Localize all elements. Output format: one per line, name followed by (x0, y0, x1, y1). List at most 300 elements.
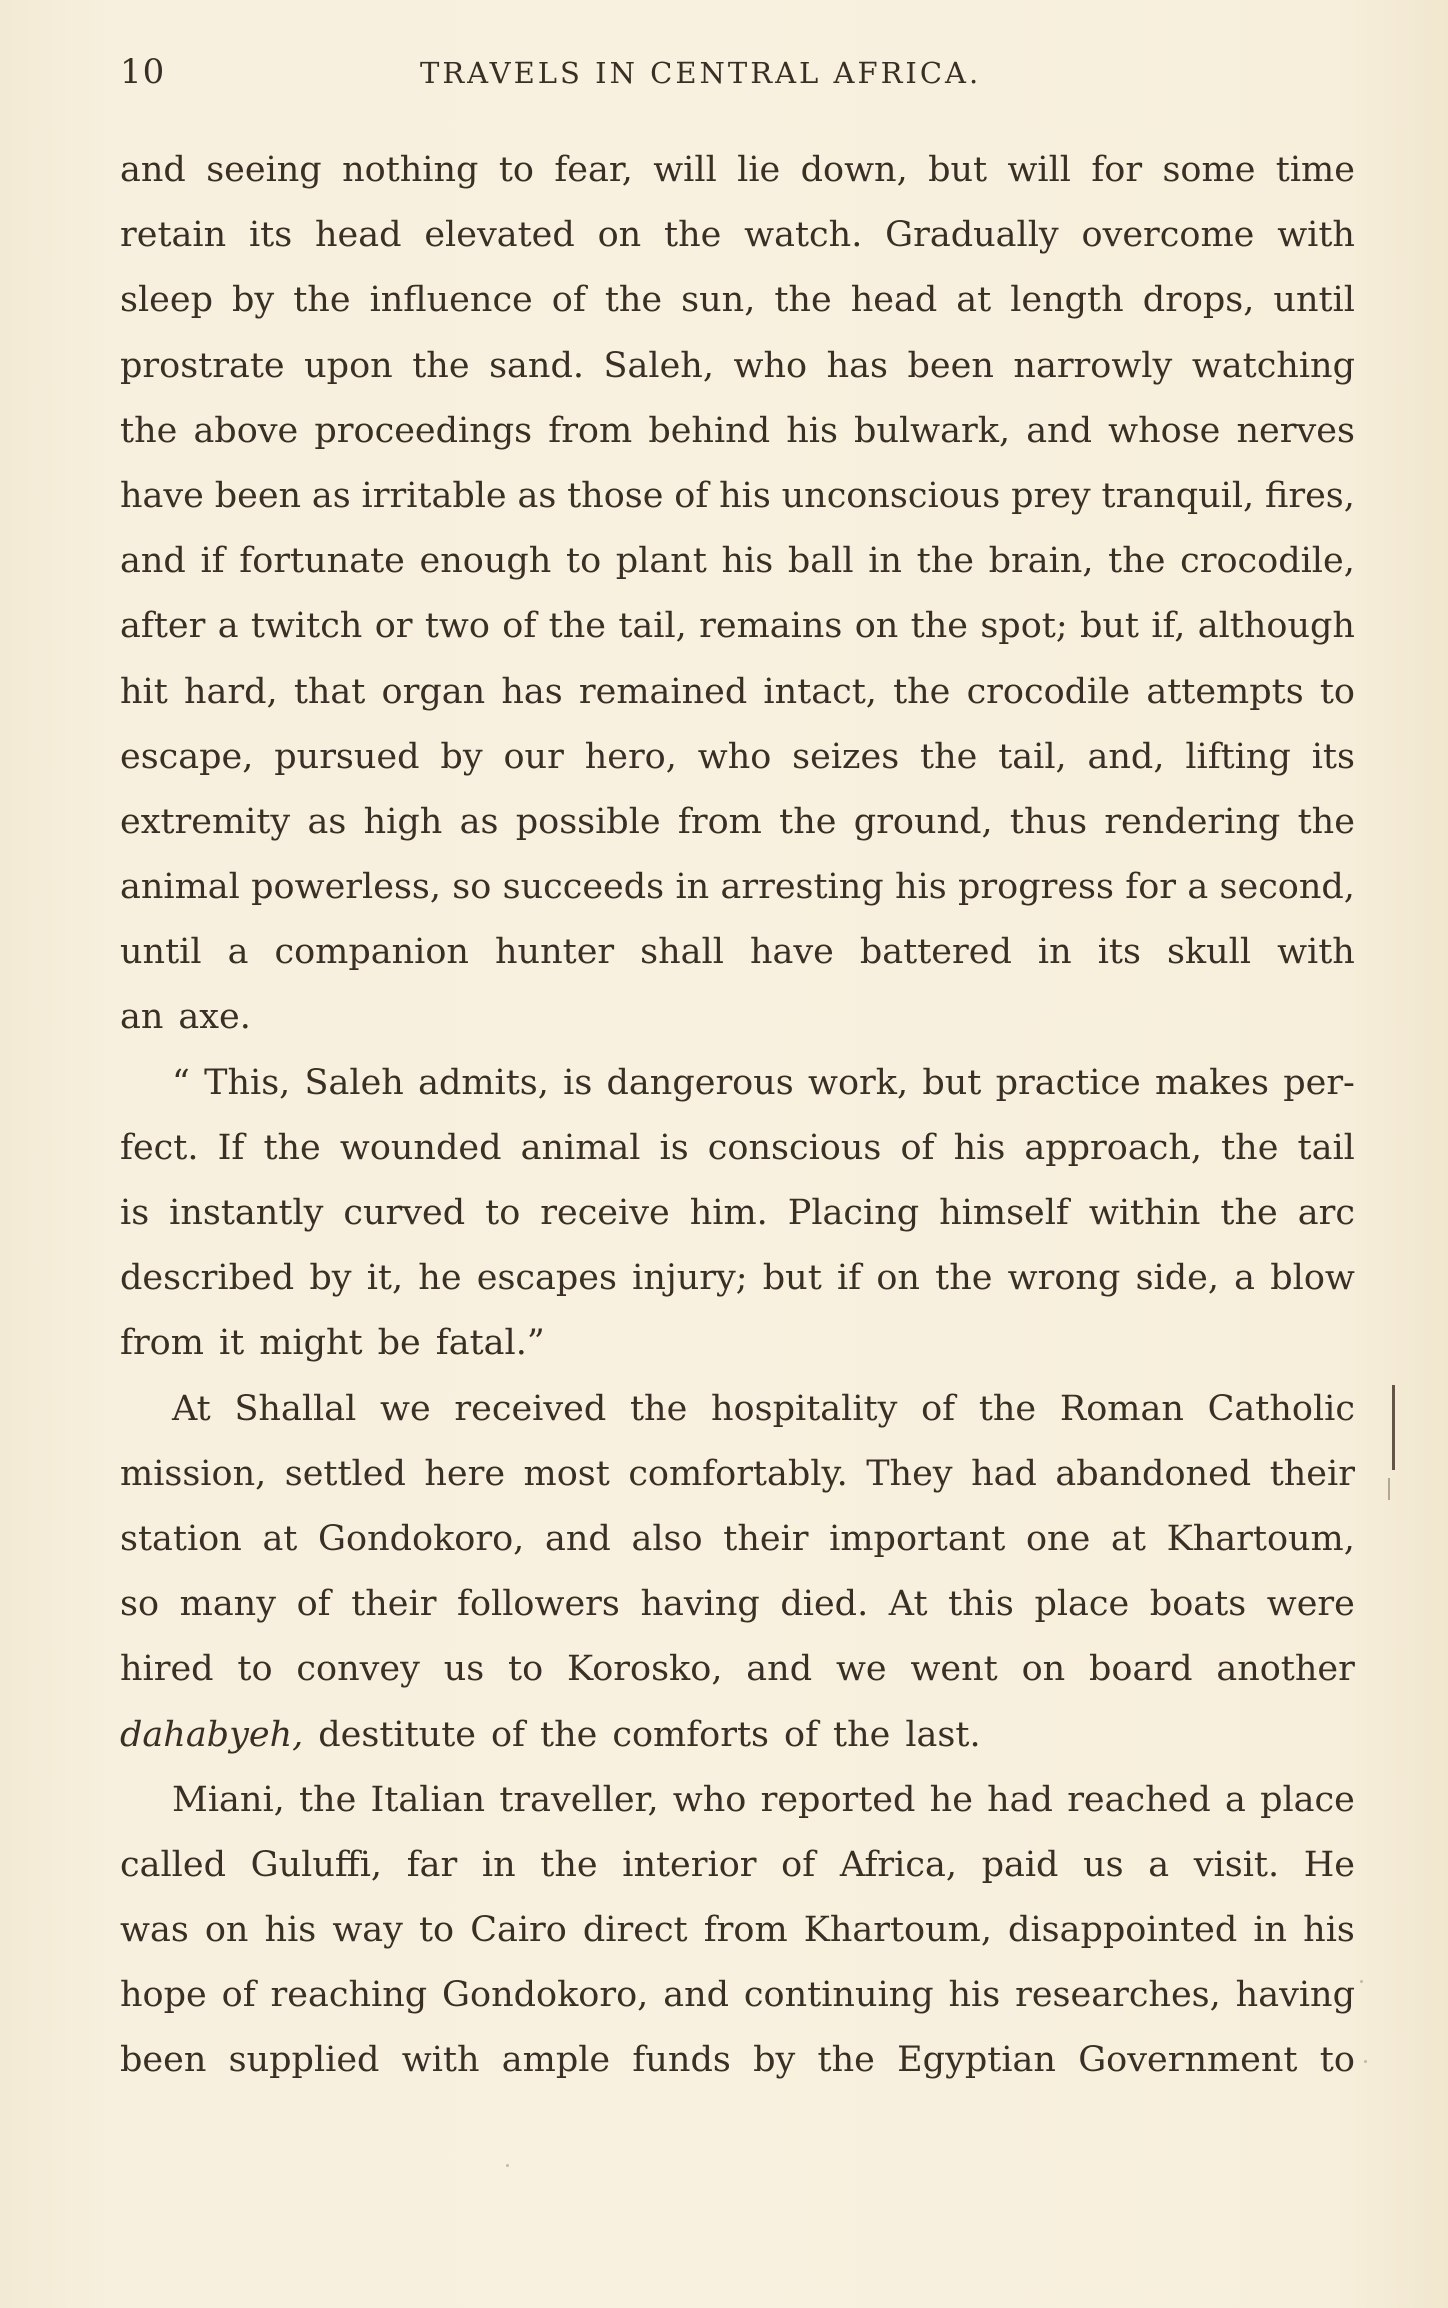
word: abandoned (1055, 1453, 1252, 1494)
word: for (1125, 867, 1177, 908)
word: down, (800, 150, 908, 190)
word: his (895, 867, 947, 908)
word: in (868, 541, 902, 582)
word: to (1319, 671, 1355, 712)
text-line (120, 920, 1355, 985)
word: above (193, 410, 299, 451)
text-line (120, 1116, 1355, 1181)
word: the (293, 280, 351, 321)
word: retain (120, 215, 227, 256)
word: prey (1011, 475, 1091, 516)
word: Gradually (885, 215, 1059, 256)
text-line (120, 529, 1355, 594)
word: hired (120, 1649, 214, 1690)
word: hunter (495, 932, 615, 973)
word: of (674, 475, 709, 516)
word: Gondokoro, (442, 1975, 649, 2016)
word: sand. (489, 345, 584, 386)
word: its (248, 215, 293, 256)
word: visit. (1193, 1844, 1280, 1885)
word: will (1007, 150, 1071, 190)
word: per- (1283, 1062, 1355, 1103)
word: the (298, 1779, 357, 1820)
word: reported (760, 1779, 916, 1820)
word: pursued (274, 736, 420, 777)
running-head: TRAVELS IN CENTRAL AFRICA. (420, 56, 982, 90)
word: it, (366, 1258, 404, 1299)
word: way (332, 1910, 403, 1951)
word: the (664, 215, 722, 256)
word: with (1277, 932, 1355, 973)
word: at (956, 280, 992, 321)
word: possible (515, 801, 661, 842)
word: Saleh, (603, 345, 714, 386)
word: the (540, 1844, 598, 1885)
text-line (120, 1833, 1355, 1898)
word: a (217, 606, 239, 647)
word: its (1097, 932, 1141, 973)
word: tail, (998, 736, 1067, 777)
word: skull (1166, 932, 1252, 973)
word: many (179, 1584, 276, 1625)
text-line (120, 725, 1355, 790)
word: crocodile (966, 671, 1131, 712)
word: fear, (554, 150, 633, 190)
word: enough (419, 541, 552, 582)
word: He (1303, 1844, 1355, 1885)
word: a (1187, 867, 1209, 908)
word: elevated (424, 215, 575, 256)
word: At (172, 1388, 211, 1429)
word: prostrate (120, 345, 285, 386)
word: researches, (1015, 1975, 1221, 2016)
word: If (217, 1127, 245, 1168)
word: who (672, 1779, 747, 1820)
word: drops, (1142, 280, 1255, 321)
word: progress (958, 867, 1114, 908)
word: Catholic (1207, 1388, 1355, 1429)
word: sleep (120, 280, 213, 321)
text-line (120, 464, 1355, 529)
word: having (1235, 1975, 1355, 2016)
word: side, (1135, 1258, 1219, 1299)
word: hospitality (711, 1388, 898, 1429)
page-header (120, 52, 1350, 102)
word: most (523, 1453, 610, 1494)
word: one (1025, 1518, 1091, 1559)
word: Korosko, (567, 1649, 723, 1690)
word: our (503, 736, 564, 777)
word: behind (648, 410, 771, 451)
word: their (1269, 1453, 1355, 1494)
word: Miani, (172, 1779, 285, 1820)
word: have (120, 475, 204, 516)
text-line (120, 1963, 1355, 2028)
word: plant (615, 541, 707, 582)
word: he (418, 1258, 462, 1299)
word: the (1220, 1193, 1278, 1233)
word: called (120, 1844, 226, 1885)
word: by (753, 2040, 796, 2081)
word: Gondokoro, (318, 1518, 525, 1559)
word: the (412, 345, 470, 386)
word: but (1079, 606, 1139, 647)
word: received (454, 1388, 607, 1429)
word: makes (1155, 1062, 1269, 1103)
word: ball (787, 541, 854, 582)
word: approach, (1024, 1127, 1202, 1168)
word: to (508, 1649, 544, 1690)
word: fatal.” (435, 1323, 545, 1364)
word: here (424, 1453, 506, 1494)
text-line (120, 660, 1355, 725)
word: at (262, 1518, 298, 1559)
word: went (910, 1649, 998, 1690)
word: the (1221, 1127, 1279, 1168)
word: Khartoum, (803, 1910, 992, 1951)
word: Cairo (470, 1910, 567, 1951)
word: to (237, 1649, 273, 1690)
text-line (120, 1572, 1355, 1637)
word: at (1110, 1518, 1146, 1559)
text-line (120, 1703, 1355, 1768)
word: shall (640, 932, 724, 973)
word: tranquil, (1101, 475, 1255, 516)
word: until (120, 932, 202, 973)
word: thus (1009, 801, 1088, 842)
word: the (833, 1714, 891, 1755)
word: his (948, 1975, 1001, 2016)
word: been (214, 475, 302, 516)
word: overcome (1081, 215, 1255, 256)
margin-mark-tail (1388, 1478, 1390, 1500)
word: traveller, (499, 1779, 659, 1820)
word: the (604, 280, 663, 321)
word: having (640, 1584, 760, 1625)
word: Guluffi, (250, 1844, 383, 1885)
text-line (120, 399, 1355, 464)
word: if (200, 541, 225, 582)
word: remained (578, 671, 748, 712)
text-line (120, 1637, 1355, 1702)
word: Placing (787, 1193, 920, 1233)
word: has (501, 671, 563, 712)
word: Egyptian (897, 2040, 1056, 2081)
word: and (663, 1975, 730, 2016)
word: in (1037, 932, 1072, 973)
word: the (540, 1714, 598, 1755)
word: powerless, (251, 867, 441, 908)
word: the (774, 280, 832, 321)
word: intact, (763, 671, 877, 712)
text-line (120, 790, 1355, 855)
word: but (762, 1258, 822, 1299)
word: tail, (618, 606, 687, 647)
word: but (928, 150, 988, 190)
word: influence (369, 280, 533, 321)
word: we (835, 1649, 887, 1690)
word: hope (120, 1975, 207, 2016)
word: has (826, 345, 888, 386)
word: watching (1191, 345, 1355, 386)
word: fortunate (239, 541, 405, 582)
word: another (1216, 1649, 1355, 1690)
word: nerves (1236, 410, 1355, 451)
word: ground, (853, 801, 993, 842)
word: sun, (681, 280, 756, 321)
word: last. (905, 1714, 981, 1755)
word: brain, (988, 541, 1094, 582)
paper-speck (1364, 2060, 1367, 2063)
word: spot; (980, 606, 1068, 647)
word: the (1108, 541, 1166, 582)
word: an (120, 997, 164, 1038)
text-line (120, 985, 1355, 1050)
word: on (204, 1910, 249, 1951)
word: upon (304, 345, 393, 386)
word: Roman (1059, 1388, 1184, 1429)
word: as (307, 801, 347, 842)
word: practice (995, 1062, 1141, 1103)
word: if, (1151, 606, 1186, 647)
word: seeing (206, 150, 322, 190)
word: the (978, 1388, 1037, 1429)
word: escapes (476, 1258, 617, 1299)
word: and (746, 1649, 813, 1690)
word: lie (737, 150, 781, 190)
word: been (120, 2040, 207, 2081)
word: extremity (120, 801, 291, 842)
word: it (218, 1323, 245, 1364)
word: so (452, 867, 492, 908)
word: hit (120, 671, 168, 712)
word: of (784, 1714, 819, 1755)
word: we (380, 1388, 431, 1429)
word: on (1021, 1649, 1066, 1690)
word: time (1275, 150, 1355, 190)
margin-mark (1392, 1385, 1395, 1470)
word: him. (689, 1193, 768, 1233)
word: fect. (120, 1127, 199, 1168)
text-line (120, 203, 1355, 268)
word: length (1010, 280, 1124, 321)
word: some (1162, 150, 1256, 190)
text-line (120, 1181, 1355, 1246)
word: mission, (120, 1453, 267, 1494)
word: head (850, 280, 938, 321)
word: twitch (250, 606, 363, 647)
word: died. (780, 1584, 869, 1625)
word: At (888, 1584, 928, 1625)
word: second, (1219, 867, 1355, 908)
word: and (1026, 410, 1093, 451)
word: in (675, 867, 710, 908)
word: Khartoum, (1166, 1518, 1355, 1559)
word: funds (632, 2040, 731, 2081)
word: Shallal (234, 1388, 357, 1429)
text-line (120, 594, 1355, 659)
word: irritable (361, 475, 507, 516)
word: of (551, 280, 586, 321)
word: ample (501, 2040, 611, 2081)
word: to (418, 1910, 455, 1951)
word: seizes (792, 736, 900, 777)
word: the (916, 541, 974, 582)
word: unconscious (781, 475, 1001, 516)
word: watch. (744, 215, 863, 256)
word: bulwark, (854, 410, 1011, 451)
word: or (374, 606, 413, 647)
word: supplied (228, 2040, 380, 2081)
word: of (296, 1584, 331, 1625)
text-line (120, 1898, 1355, 1963)
paper-speck (506, 2164, 509, 2167)
word: arc (1297, 1193, 1355, 1233)
word: to (498, 150, 534, 190)
word: nothing (342, 150, 479, 190)
word: a (1148, 1844, 1170, 1885)
word: in (481, 1844, 516, 1885)
word: Saleh (304, 1062, 404, 1103)
word: of (921, 1388, 956, 1429)
word: comforts (612, 1714, 769, 1755)
word: by (232, 280, 275, 321)
word: Government (1078, 2040, 1298, 2081)
word: us (1083, 1844, 1124, 1885)
word: and (120, 150, 186, 190)
text-line (120, 855, 1355, 920)
word: described (120, 1258, 295, 1299)
word: his (786, 410, 838, 451)
word: They (866, 1453, 953, 1494)
word: head (314, 215, 402, 256)
word: escape, (120, 736, 254, 777)
word: continuing (743, 1975, 934, 2016)
word: curved (343, 1193, 466, 1233)
word: after (120, 606, 206, 647)
text-line (120, 334, 1355, 399)
word: crocodile, (1180, 541, 1355, 582)
word: boats (1149, 1584, 1247, 1625)
word: to (1319, 2040, 1355, 2081)
word: wrong (1007, 1258, 1121, 1299)
word: although (1197, 606, 1355, 647)
word: and, (1087, 736, 1165, 777)
text-line (120, 138, 1355, 203)
word: with (401, 2040, 480, 2081)
word: from (548, 410, 633, 451)
word: and (544, 1518, 611, 1559)
word: important (829, 1518, 1006, 1559)
word: injury; (632, 1258, 748, 1299)
word: is (659, 1127, 689, 1168)
body-text (120, 138, 1355, 2094)
word: admits, (418, 1062, 549, 1103)
word: comfortably. (628, 1453, 848, 1494)
word: might (259, 1323, 363, 1364)
word: the (548, 606, 606, 647)
word: instantly (169, 1193, 324, 1233)
word: high (363, 801, 443, 842)
word: by (309, 1258, 352, 1299)
word: dahabyeh, (120, 1714, 304, 1755)
word: lifting (1185, 736, 1291, 777)
word: been (907, 345, 994, 386)
word: if (836, 1258, 862, 1299)
text-line (120, 1311, 1355, 1376)
word: proceedings (314, 410, 533, 451)
word: his (721, 541, 774, 582)
word: as (311, 475, 351, 516)
word: a (1234, 1258, 1256, 1299)
text-line (120, 1377, 1355, 1442)
word: his (264, 1910, 317, 1951)
word: the (120, 410, 178, 451)
word: was (120, 1910, 189, 1951)
word: receive (540, 1193, 670, 1233)
word: from (120, 1323, 204, 1364)
word: dangerous (606, 1062, 794, 1103)
word: direct (582, 1910, 688, 1951)
text-line (120, 268, 1355, 333)
word: of (490, 1714, 526, 1755)
word: convey (296, 1649, 420, 1690)
word: his (719, 475, 771, 516)
word: work, (808, 1062, 909, 1103)
word: of (221, 1975, 256, 2016)
word: its (1311, 736, 1355, 777)
word: hard, (183, 671, 278, 712)
word: Italian (370, 1779, 486, 1820)
word: fires, (1265, 475, 1355, 516)
word: narrowly (1013, 345, 1173, 386)
word: to (485, 1193, 521, 1233)
word: until (1273, 280, 1355, 321)
word: of (781, 1844, 816, 1885)
text-line (120, 1768, 1355, 1833)
word: so (120, 1584, 160, 1625)
word: for (1091, 150, 1143, 190)
word: his (953, 1127, 1006, 1168)
word: their (351, 1584, 437, 1625)
word: settled (284, 1453, 406, 1494)
page-number: 10 (120, 52, 166, 92)
word: those (567, 475, 664, 516)
word: “ (172, 1062, 190, 1103)
word: will (653, 150, 717, 190)
word: and (120, 541, 186, 582)
word: of (502, 606, 537, 647)
word: also (631, 1518, 703, 1559)
word: from (677, 801, 762, 842)
word: the (910, 606, 968, 647)
word: Africa, (839, 1844, 957, 1885)
word: by (440, 736, 483, 777)
word: a (1224, 1779, 1246, 1820)
word: companion (274, 932, 469, 973)
word: tail (1297, 1127, 1355, 1168)
word: arresting (720, 867, 884, 908)
word: as (517, 475, 557, 516)
word: reached (1067, 1779, 1211, 1820)
word: whose (1108, 410, 1221, 451)
word: place (1034, 1584, 1130, 1625)
word: were (1266, 1584, 1355, 1625)
word: the (935, 1258, 993, 1299)
word: This, (204, 1062, 291, 1103)
word: animal (120, 867, 240, 908)
word: he (929, 1779, 973, 1820)
